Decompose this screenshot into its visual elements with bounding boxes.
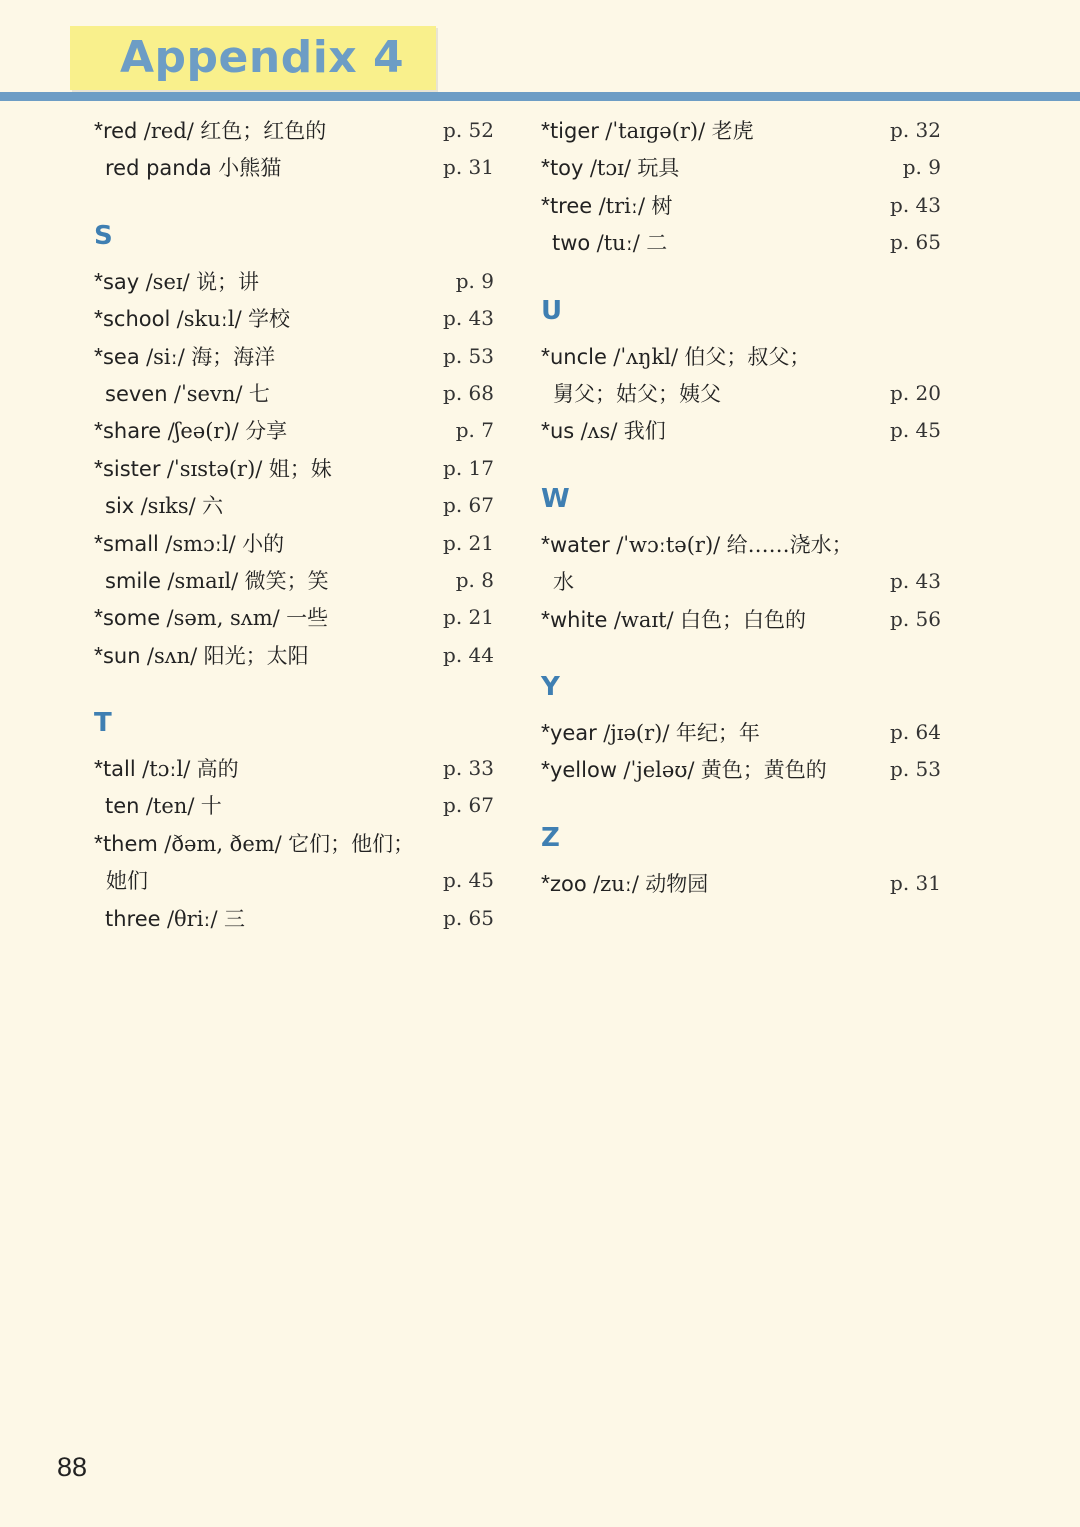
header-rule — [0, 92, 1080, 101]
entry-phonetic: /səm, sʌm/ — [166, 606, 280, 631]
entry-translation: 伯父；叔父； — [684, 344, 811, 369]
glossary-entry — [94, 599, 494, 636]
entry-translation: 黄色；黄色的 — [700, 758, 827, 783]
entry-translation: 六 — [202, 494, 224, 519]
entry-page-ref: p. 33 — [443, 756, 494, 781]
entry-translation: 她们 — [106, 869, 148, 894]
entry-page-ref: p. 45 — [890, 418, 941, 443]
core-word-star: * — [541, 417, 550, 444]
core-word-star: * — [541, 191, 550, 218]
entry-phonetic: /tɔːl/ — [142, 757, 191, 782]
entry-phonetic: /ˈtaɪɡə(r)/ — [605, 119, 706, 143]
entry-translation: 一些 — [286, 606, 329, 631]
entry-page-ref: p. 56 — [890, 606, 941, 631]
entry-phonetic: /smaɪl/ — [167, 568, 239, 593]
glossary-entry — [94, 525, 494, 562]
core-word-star: * — [541, 530, 550, 557]
entry-page-ref: p. 64 — [890, 719, 941, 744]
glossary-section — [541, 811, 941, 902]
entry-word: red panda — [105, 156, 212, 181]
core-word-star: * — [541, 342, 550, 369]
glossary-entry — [541, 338, 941, 375]
entry-page-ref: p. 53 — [890, 757, 941, 782]
entry-page-ref: p. 8 — [455, 567, 494, 592]
entry-translation: 姐；妹 — [268, 456, 332, 481]
entry-translation: 白色；白色的 — [680, 607, 807, 632]
glossary-entry — [94, 112, 494, 149]
entry-phonetic: /ˈsɪstə(r)/ — [166, 456, 263, 481]
entry-word: sea — [102, 344, 140, 369]
core-word-star: * — [94, 755, 103, 782]
glossary-entry — [94, 787, 494, 824]
entry-word: yellow — [549, 758, 617, 783]
glossary-column-left — [94, 112, 494, 937]
entry-page-ref: p. 9 — [455, 268, 494, 293]
section-letter: S — [94, 220, 113, 251]
entry-phonetic: /triː/ — [598, 193, 646, 218]
entry-translation: 阳光；太阳 — [203, 643, 309, 668]
core-word-star: * — [94, 305, 103, 332]
entry-translation: 年纪；年 — [675, 720, 760, 745]
glossary-entry — [541, 714, 941, 751]
entry-word: sun — [102, 643, 141, 668]
entry-word: seven — [105, 381, 168, 406]
entry-phonetic: /waɪt/ — [613, 607, 674, 632]
section-letter: Y — [541, 671, 560, 702]
page-title: Appendix 4 — [120, 32, 405, 83]
entry-page-ref: p. 67 — [443, 793, 494, 818]
entry-phonetic: /ðəm, ðem/ — [164, 831, 282, 856]
entry-translation: 二 — [646, 231, 668, 256]
glossary-entry — [94, 263, 494, 300]
entry-translation: 学校 — [248, 307, 291, 332]
glossary-entry — [94, 637, 494, 674]
glossary-column-right — [541, 112, 941, 902]
entry-translation: 高的 — [196, 757, 239, 782]
entry-phonetic: /tɔɪ/ — [589, 156, 631, 181]
entry-page-ref: p. 45 — [443, 868, 494, 893]
section-letter: T — [94, 708, 112, 739]
entry-page-ref: p. 44 — [443, 642, 494, 667]
entry-page-ref: p. 43 — [890, 569, 941, 594]
entry-page-ref: p. 53 — [443, 343, 494, 368]
glossary-section — [94, 696, 494, 937]
entry-translation: 十 — [200, 794, 222, 819]
entry-page-ref: p. 65 — [443, 905, 494, 930]
entry-phonetic: /ˈwɔːtə(r)/ — [616, 532, 721, 557]
entry-word: tree — [549, 193, 593, 218]
core-word-star: * — [94, 604, 103, 631]
entry-page-ref: p. 9 — [902, 155, 941, 180]
entry-phonetic: /tuː/ — [596, 231, 640, 256]
entry-word: red — [102, 119, 138, 143]
section-letter: W — [541, 483, 570, 514]
core-word-star: * — [94, 267, 103, 294]
core-word-star: * — [94, 529, 103, 556]
glossary-entry-continuation — [541, 375, 941, 412]
glossary-entry — [541, 526, 941, 563]
entry-page-ref: p. 52 — [443, 118, 494, 142]
entry-word: white — [549, 607, 608, 632]
entry-phonetic: /jɪə(r)/ — [603, 720, 670, 745]
glossary-entry — [94, 300, 494, 337]
glossary-entry — [94, 375, 494, 412]
entry-word: sister — [102, 456, 161, 481]
entry-page-ref: p. 43 — [443, 306, 494, 331]
entry-translation: 小熊猫 — [218, 156, 282, 181]
entry-word: toy — [549, 156, 584, 181]
glossary-entry — [541, 601, 941, 638]
glossary-section — [94, 112, 494, 187]
entry-word: uncle — [549, 344, 607, 369]
entry-translation: 说；讲 — [196, 269, 260, 294]
core-word-star: * — [541, 605, 550, 632]
entry-phonetic: /ʌs/ — [580, 419, 618, 444]
entry-translation: 微笑；笑 — [244, 568, 329, 593]
entry-word: three — [105, 906, 161, 931]
entry-word: some — [102, 606, 161, 631]
glossary-entry — [94, 338, 494, 375]
entry-page-ref: p. 31 — [443, 155, 494, 180]
entry-phonetic: /smɔːl/ — [165, 531, 236, 556]
core-word-star: * — [541, 756, 550, 783]
entry-phonetic: /ˈsevn/ — [173, 381, 243, 406]
entry-word: small — [102, 531, 159, 556]
entry-phonetic: /zuː/ — [593, 871, 639, 896]
entry-translation: 动物园 — [645, 871, 709, 896]
entry-word: two — [552, 231, 591, 256]
entry-phonetic: /ʃeə(r)/ — [167, 419, 239, 444]
core-word-star: * — [94, 454, 103, 481]
entry-page-ref: p. 7 — [455, 418, 494, 443]
glossary-entry — [94, 750, 494, 787]
glossary-entry — [541, 751, 941, 788]
entry-translation: 海；海洋 — [191, 344, 276, 369]
entry-translation: 小的 — [242, 531, 285, 556]
glossary-entry — [94, 900, 494, 937]
glossary-section — [94, 209, 494, 674]
section-letter: Z — [541, 822, 560, 853]
glossary-section — [541, 472, 941, 638]
entry-page-ref: p. 68 — [443, 380, 494, 405]
core-word-star: * — [94, 342, 103, 369]
glossary-entry — [541, 224, 941, 261]
core-word-star: * — [94, 641, 103, 668]
glossary-entry — [541, 865, 941, 902]
core-word-star: * — [541, 718, 550, 745]
glossary-entry — [541, 149, 941, 186]
entry-translation: 舅父；姑父；姨父 — [553, 381, 721, 406]
entry-phonetic: /red/ — [143, 119, 194, 143]
entry-page-ref: p. 31 — [890, 870, 941, 895]
entry-phonetic: /ˈjeləʊ/ — [623, 758, 695, 783]
entry-page-ref: p. 65 — [890, 230, 941, 255]
entry-page-ref: p. 20 — [890, 380, 941, 405]
glossary-entry — [94, 412, 494, 449]
entry-page-ref: p. 21 — [443, 530, 494, 555]
entry-word: tall — [102, 757, 136, 782]
entry-phonetic: /sʌn/ — [146, 643, 198, 668]
entry-word: tiger — [549, 119, 599, 143]
glossary-entry — [541, 187, 941, 224]
section-letter: U — [541, 295, 563, 326]
glossary-section — [541, 112, 941, 262]
entry-translation: 我们 — [623, 419, 666, 444]
entry-page-ref: p. 67 — [443, 493, 494, 518]
core-word-star: * — [94, 117, 103, 143]
entry-phonetic: /skuːl/ — [176, 307, 242, 332]
glossary-section — [541, 660, 941, 789]
glossary-entry-continuation — [94, 862, 494, 899]
entry-translation: 它们；他们； — [288, 831, 415, 856]
entry-page-ref: p. 17 — [443, 455, 494, 480]
entry-translation: 树 — [651, 193, 673, 218]
entry-word: ten — [105, 794, 140, 819]
core-word-star: * — [541, 117, 550, 143]
entry-word: smile — [105, 568, 161, 593]
entry-phonetic: /sɪks/ — [140, 494, 196, 519]
entry-phonetic: /seɪ/ — [145, 269, 190, 294]
entry-translation: 玩具 — [637, 156, 680, 181]
glossary-entry — [94, 450, 494, 487]
entry-page-ref: p. 32 — [890, 118, 941, 142]
entry-word: six — [105, 494, 135, 519]
core-word-star: * — [94, 829, 103, 856]
glossary-entry — [94, 487, 494, 524]
entry-translation: 七 — [248, 381, 270, 406]
entry-phonetic: /ten/ — [145, 794, 195, 819]
glossary-entry — [94, 562, 494, 599]
entry-page-ref: p. 43 — [890, 192, 941, 217]
entry-word: share — [102, 419, 162, 444]
core-word-star: * — [541, 869, 550, 896]
entry-translation: 红色；红色的 — [200, 119, 327, 143]
entry-translation: 给……浇水； — [726, 532, 853, 557]
entry-word: say — [102, 269, 140, 294]
glossary-entry — [541, 412, 941, 449]
glossary-entry — [94, 825, 494, 862]
entry-translation: 老虎 — [711, 119, 754, 143]
glossary-section — [541, 284, 941, 450]
entry-word: zoo — [549, 871, 587, 896]
entry-word: water — [549, 532, 610, 557]
entry-word: year — [549, 720, 597, 745]
entry-phonetic: /θriː/ — [166, 906, 218, 931]
entry-translation: 分享 — [245, 419, 288, 444]
entry-word: us — [549, 419, 575, 444]
entry-word: them — [102, 831, 158, 856]
core-word-star: * — [541, 154, 550, 181]
glossary-entry — [94, 149, 494, 186]
entry-word: school — [102, 307, 171, 332]
core-word-star: * — [94, 417, 103, 444]
entry-translation: 三 — [223, 906, 245, 931]
page-number: 88 — [57, 1452, 88, 1482]
entry-phonetic: /ˈʌŋkl/ — [613, 344, 679, 369]
entry-page-ref: p. 21 — [443, 605, 494, 630]
glossary-entry-continuation — [541, 563, 941, 600]
entry-phonetic: /siː/ — [146, 344, 185, 369]
glossary-entry — [541, 112, 941, 149]
entry-translation: 水 — [553, 570, 574, 595]
appendix-title-box — [70, 26, 436, 90]
